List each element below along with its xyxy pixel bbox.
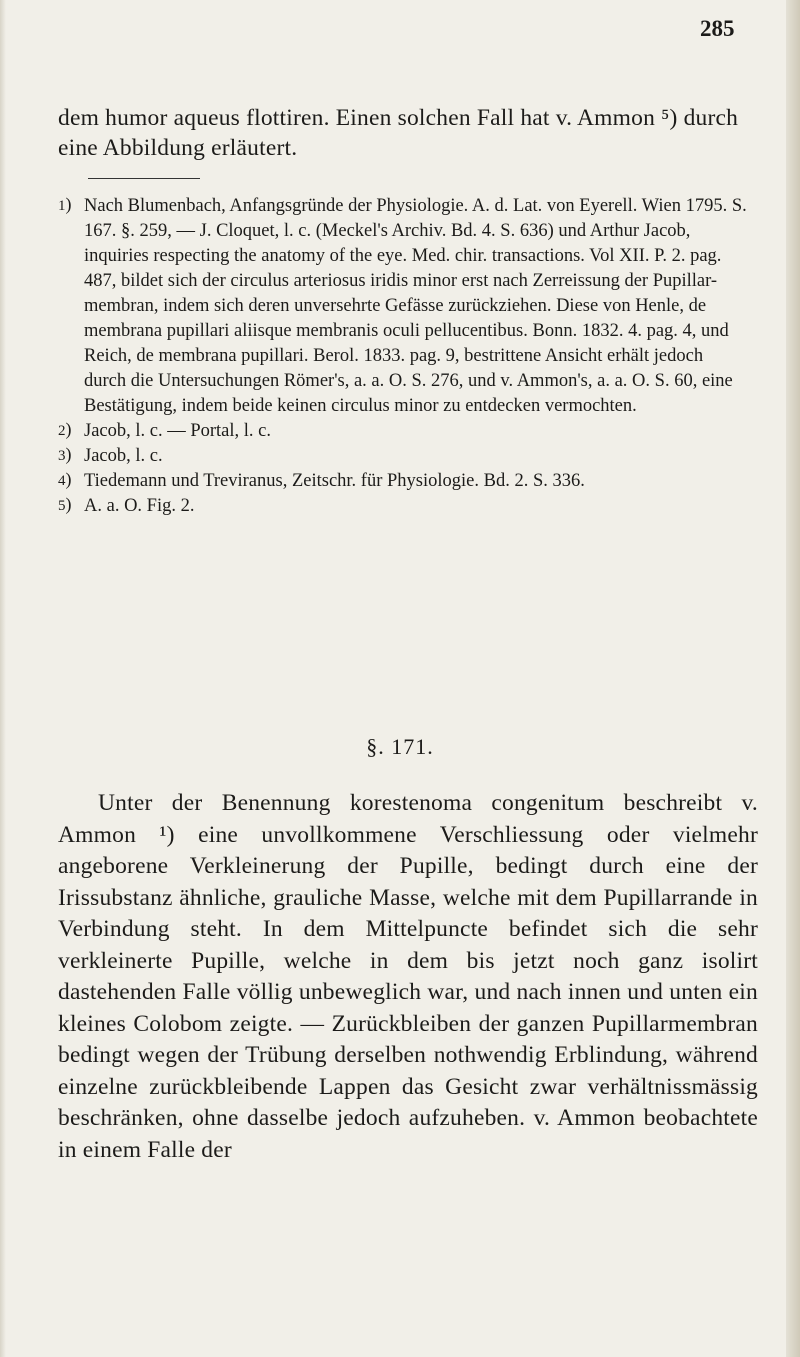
top-paragraph: dem humor aqueus flottiren. Einen solchen Fall hat v. Ammon ⁵) durch eine Abbildung erläutert. bbox=[58, 105, 739, 161]
footnote-number: 5 ) bbox=[58, 492, 72, 519]
footnote-number: 1 ) bbox=[58, 192, 72, 219]
footnote-divider bbox=[88, 178, 200, 179]
footnote-number: 2 ) bbox=[58, 417, 72, 444]
footnote-number: 4 ) bbox=[58, 467, 72, 494]
footnote-text: Jacob, l. c. — Portal, l. c. bbox=[84, 421, 272, 441]
page-gutter-shadow bbox=[0, 0, 6, 1357]
footnote-text: Nach Blumenbach, Anfangsgründe der Physiologie. A. d. Lat. von Eyerell. Wien 1795. S. 167. §. 259, — J. Cloquet, l. c. (Meckel's Archiv. Bd. 4. S. 636) und Arthur Jacob, inquiries respecting the anatomy of the eye. Med. chir. transactions. Vol XII. P. 2. pag. 487, bildet sich der circulus arteriosus iridis minor erst nach Zerreissung der Pupillar-membran, indem sich deren unversehrte Gefässe zurückziehen. Diese von Henle, de membrana pupillari aliisque membranis oculi pellucentibus. Bonn. 1832. 4. pag. 4, und Reich, de membrana pupillari. Berol. 1833. pag. 9, bestrittene Ansicht erhält jedoch durch die Untersuchungen Römer's, a. a. O. S. 276, und v. Ammon's, a. a. O. S. 60, eine Bestätigung, indem beide keinen circulus minor zu entdecken vermochten. bbox=[84, 196, 747, 416]
footnote-text: A. a. O. Fig. 2. bbox=[84, 496, 195, 516]
footnote bbox=[58, 194, 748, 419]
footnote-text: Tiedemann und Treviranus, Zeitschr. für Physiologie. Bd. 2. S. 336. bbox=[84, 471, 585, 491]
footnotes bbox=[58, 194, 748, 519]
footnote bbox=[58, 469, 748, 494]
footnote-number: 3 ) bbox=[58, 442, 72, 469]
footnote bbox=[58, 444, 748, 469]
page-number: 285 bbox=[700, 16, 735, 41]
footnote bbox=[58, 419, 748, 444]
page-edge bbox=[786, 0, 800, 1357]
section-paragraph: Unter der Benennung korestenoma congenitum beschreibt v. Ammon ¹) eine unvollkommene Verschliessung oder vielmehr angeborene Verkleinerung der Pupille, bedingt durch eine der Irissubstanz ähnliche, grauliche Masse, welche mit dem Pupillarrande in Verbindung steht. In dem Mittelpuncte befindet sich die sehr verkleinerte Pupille, welche in dem bis jetzt noch ganz isolirt dastehenden Falle völlig unbeweglich war, und nach innen und unten ein kleines Colobom zeigte. — Zurückbleiben der ganzen Pupillarmembran bedingt wegen der Trübung derselben nothwendig Erblindung, während einzelne zurückbleibende Lappen das Gesicht zwar verhältnissmässig beschränken, ohne dasselbe jedoch aufzuheben. v. Ammon beobachtete in einem Falle der bbox=[58, 790, 758, 1163]
footnote-text: Jacob, l. c. bbox=[84, 446, 163, 466]
footnote bbox=[58, 494, 748, 519]
section-heading: §. 171. bbox=[366, 734, 434, 759]
